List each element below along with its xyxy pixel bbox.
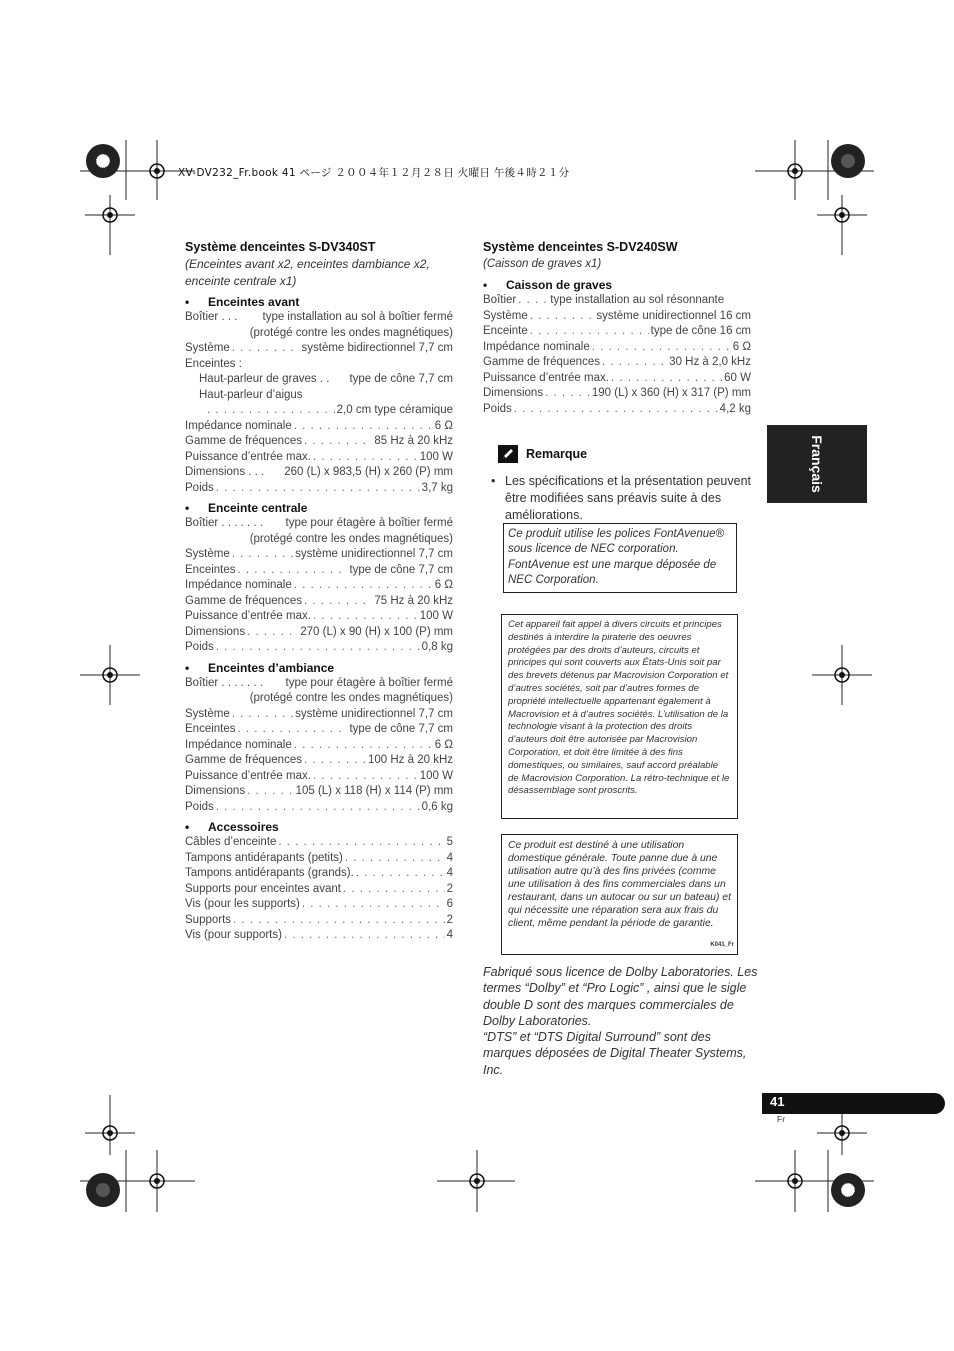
spec-row: Poids . . . 3,7 kg (185, 481, 453, 497)
dts-notice: “DTS” et “DTS Digital Surround” sont des marques déposées de Digital Theater Systems, Inc. (483, 1030, 747, 1077)
spec-row: Boîtier . . . type installation au sol à boîtier fermé (185, 311, 453, 323)
trademark-footer (483, 964, 758, 1078)
domestic-use-text: Ce produit est destiné à une utilisation domestique générale. Toute panne due à une utilisation autre qu’à des fins privées (comme une utilisation à des fins commerciales dans un restaurant, dans un autocar ou sur un bateau) et qui nécessite une réparation sera aux frais du client, même pendant la période de garantie. (508, 840, 731, 929)
remark-heading (483, 445, 751, 463)
spec-row: Système . . . système unidirectionnel 7,7 cm (185, 707, 453, 723)
spec-row: Système . . . système bidirectionnel 7,7 cm (185, 341, 453, 357)
spec-row: Gamme de fréquences . . . 30 Hz à 2,0 kHz (483, 355, 751, 371)
spec-note: (protégé contre les ondes magnétiques) (249, 326, 453, 339)
spec-row: Dimensions . . . 270 (L) x 90 (H) x 100 (P) mm (185, 625, 453, 641)
notice-code: K041_Fr (710, 942, 734, 948)
spec-row: Système . . . système unidirectionnel 7,7 cm (185, 547, 453, 563)
spec-row: Dimensions . . . 105 (L) x 118 (H) x 114 (P) mm (185, 784, 453, 800)
remark-text: Les spécifications et la présentation peuvent être modifiées sans préavis suite à des améliorations. (505, 474, 751, 522)
spec-row: Système . . . système unidirectionnel 16 cm (483, 309, 751, 325)
bullet-enceinte-centrale: • Enceinte centrale (185, 501, 308, 515)
page-language: Fr (777, 1114, 786, 1124)
spec-note: (protégé contre les ondes magnétiques) (249, 692, 453, 704)
page-number: 41 (770, 1094, 785, 1109)
print-header: XV-DV232_Fr.book 41 ページ ２００４年１２月２８日 火曜日 午後４時２１分 (178, 167, 570, 179)
spec-row: Puissance d’entrée max. . . . 100 W (185, 609, 453, 625)
language-side-tab: Français (767, 425, 867, 503)
spec-row: Dimensions . . . 190 (L) x 360 (H) x 317 (P) mm (483, 386, 751, 402)
accessory-row: Supports . . . 2 (185, 913, 453, 929)
section-subtitle-line2: enceinte centrale x1) (185, 274, 297, 288)
section-title-s-dv340st: Système denceintes S-DV340ST (185, 240, 376, 254)
accessory-row: Tampons antidérapants (grands). . . . 4 (185, 866, 453, 882)
spec-row: Boîtier . . . . . . . type pour étagère à boîtier fermé (185, 517, 453, 529)
accessory-row: Câbles d’enceinte . . . 5 (185, 835, 453, 851)
bullet-caisson-de-graves: • Caisson de graves (483, 278, 613, 292)
spec-note: (protégé contre les ondes magnétiques) (249, 532, 453, 545)
spec-row: Puissance d’entrée max. . . . 100 W (185, 769, 453, 785)
spec-row: Gamme de fréquences . . . 100 Hz à 20 kHz (185, 753, 453, 769)
accessory-row: Supports pour enceintes avant . . . 2 (185, 882, 453, 898)
spec-label: Enceintes : (185, 357, 242, 370)
spec-row: Enceinte . . . type de cône 16 cm (483, 324, 751, 340)
spec-row: Puissance d’entrée max. . . . 100 W (185, 450, 453, 466)
pencil-icon (498, 445, 518, 463)
spec-row: Impédance nominale . . . 6 Ω (483, 340, 751, 356)
macrovision-notice: Cet appareil fait appel à divers circuits et principes destinés à interdire la piraterie des oeuvres protégées par des droits d’auteurs, circuits et principes qui sont couverts aux États-Unis soit par des brevets détenus par Macrovision Corporation et d’autres sociétés, soit par d’autres formes de propriété intellectuelle appartenant également à Macrovision et à d’autres sociétés. L’utilisation de la technologie visant à la protection des droits d’auteurs doit être autorisée par Macrovision Corporation, et doit être limitée à des fins domestiques, ou similaires, sauf accord préalable de Macrovision Corporation. La rétro-technique et le désassemblage sont proscrits. (501, 614, 738, 819)
bullet-enceintes-ambiance: • Enceintes d’ambiance (185, 660, 335, 675)
section-title-s-dv240sw: Système denceintes S-DV240SW (483, 240, 678, 254)
section-subtitle-line1: (Enceintes avant x2, enceintes dambiance x2, (185, 257, 430, 271)
right-column (483, 238, 751, 524)
spec-row: Poids . . . 4,2 kg (483, 402, 751, 418)
spec-row: Impédance nominale . . . 6 Ω (185, 419, 453, 435)
spec-row: . . . 2,0 cm type céramique (185, 403, 453, 419)
domestic-use-notice (501, 834, 738, 955)
spec-row: Impédance nominale . . . 6 Ω (185, 578, 453, 594)
spec-row: Poids . . . 0,6 kg (185, 800, 453, 816)
spec-row: Boîtier . . . . . . . type pour étagère à boîtier fermé (185, 676, 453, 689)
spec-row: Dimensions . . . 260 (L) x 983,5 (H) x 260 (P) mm (185, 466, 453, 478)
left-column (185, 238, 453, 944)
spec-row: Gamme de fréquences . . . 85 Hz à 20 kHz (185, 434, 453, 450)
bullet-accessoires: • Accessoires (185, 820, 279, 834)
dolby-notice: Fabriqué sous licence de Dolby Laboratories. Les termes “Dolby” et “Pro Logic” , ainsi que le sigle double D sont des marques commerciales de Dolby Laboratories. (483, 965, 758, 1028)
spec-row: Enceintes . . . type de cône 7,7 cm (185, 563, 453, 579)
remark-item: • Les spécifications et la présentation peuvent être modifiées sans préavis suite à des améliorations. (491, 474, 751, 522)
accessory-row: Vis (pour supports) . . . 4 (185, 928, 453, 944)
remark-title: Remarque (526, 447, 588, 461)
spec-row: Enceintes . . . type de cône 7,7 cm (185, 722, 453, 738)
fontavenue-notice: Ce produit utilise les polices FontAvenue® sous licence de NEC corporation. FontAvenue est une marque déposée de NEC Corporation. (503, 523, 737, 593)
spec-row: Boîtier . . . type installation au sol résonnante (483, 293, 751, 309)
spec-row: Haut-parleur de graves . . type de cône 7,7 cm (199, 373, 453, 385)
spec-row: Impédance nominale . . . 6 Ω (185, 738, 453, 754)
page-number-bar (762, 1093, 945, 1114)
spec-row: Puissance d’entrée max. . . . 60 W (483, 371, 751, 387)
bullet-enceintes-avant: • Enceintes avant (185, 295, 300, 309)
spec-label: Haut-parleur d’aigus (199, 388, 303, 401)
section-subtitle: (Caisson de graves x1) (483, 258, 602, 270)
accessory-row: Tampons antidérapants (petits) . . . 4 (185, 851, 453, 867)
spec-row: Gamme de fréquences . . . 75 Hz à 20 kHz (185, 594, 453, 610)
accessory-row: Vis (pour les supports) . . . 6 (185, 897, 453, 913)
spec-row: Poids . . . 0,8 kg (185, 640, 453, 656)
